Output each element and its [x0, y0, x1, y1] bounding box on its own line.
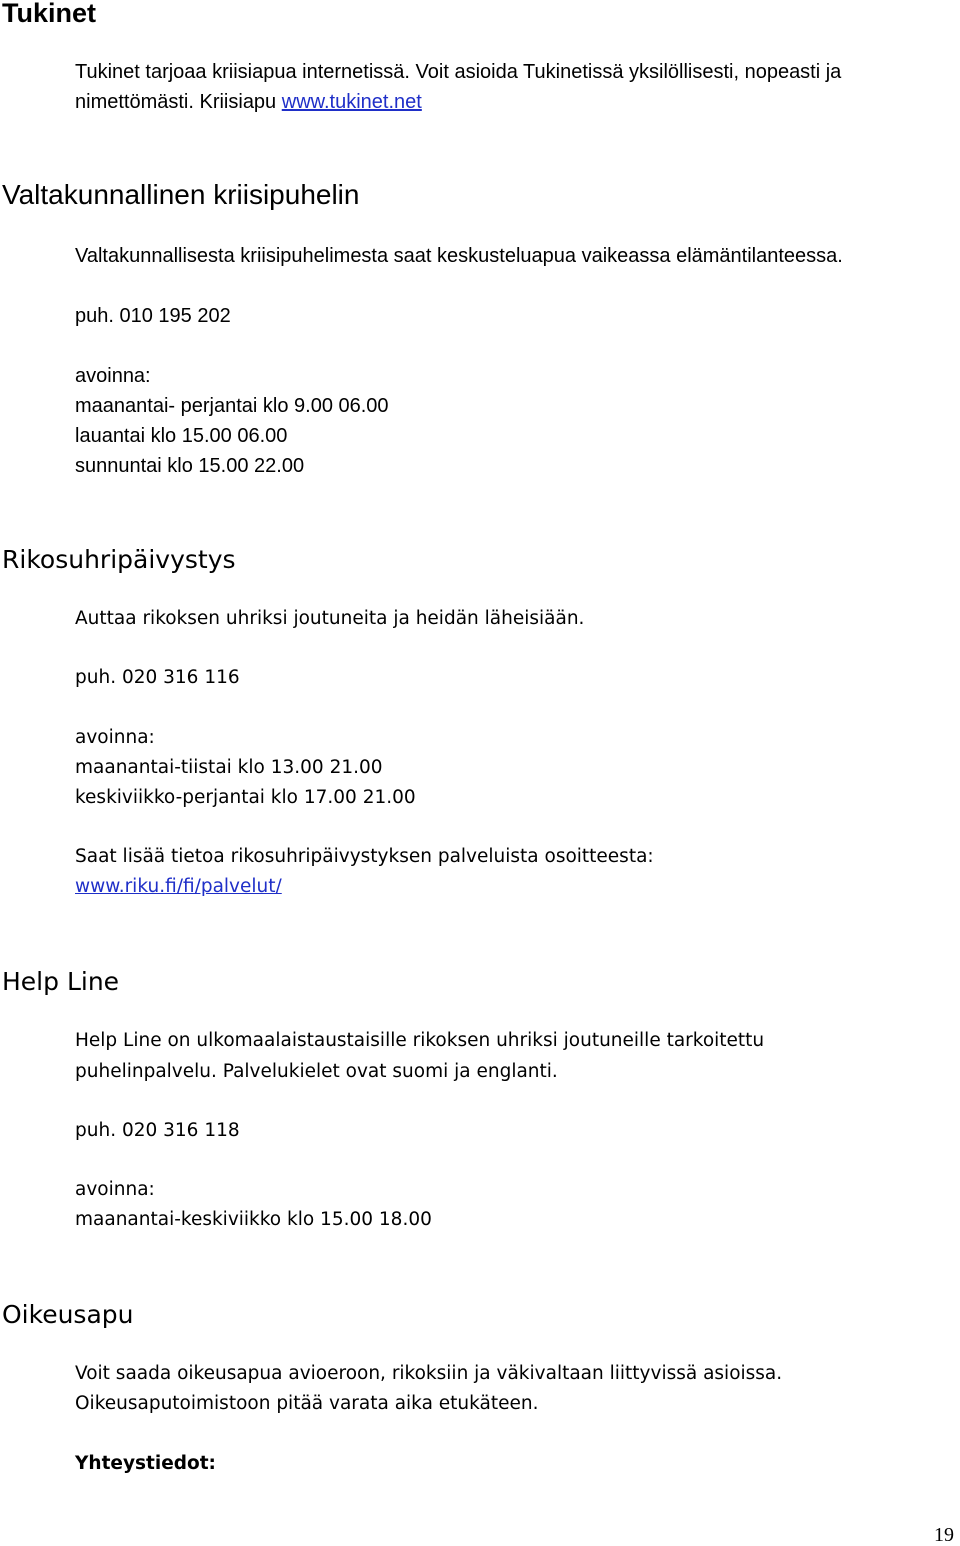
rikosuhripaivystys-hours-label: avoinna:: [75, 727, 155, 748]
kriisipuhelin-hours-weekdays: maanantai- perjantai klo 9.00 06.00: [75, 395, 389, 417]
kriisipuhelin-hours-label: avoinna:: [75, 365, 151, 387]
help-line-description-line-1: Help Line on ulkomaalaistaustaisille rikoksen uhriksi joutuneille tarkoitettu: [75, 1030, 765, 1051]
kriisipuhelin-phone: puh. 010 195 202: [75, 305, 231, 327]
kriisipuhelin-description: Valtakunnallisesta kriisipuhelimesta saat keskusteluapua vaikeassa elämäntilanteessa.: [75, 245, 843, 267]
rikosuhripaivystys-description: Auttaa rikoksen uhriksi joutuneita ja heidän läheisiään.: [75, 608, 585, 629]
page-number: 19: [934, 1524, 954, 1546]
kriisipuhelin-hours-sunday: sunnuntai klo 15.00 22.00: [75, 455, 305, 477]
rikosuhripaivystys-hours-1: maanantai-tiistai klo 13.00 21.00: [75, 757, 383, 778]
tukinet-intro-text: nimettömästi. Kriisiapu: [75, 91, 282, 113]
help-line-description-line-2: puhelinpalvelu. Palvelukielet ovat suomi ja englanti.: [75, 1061, 558, 1082]
kriisipuhelin-hours-saturday: lauantai klo 15.00 06.00: [75, 425, 288, 447]
oikeusapu-description-line-2: Oikeusaputoimistoon pitää varata aika etukäteen.: [75, 1393, 539, 1414]
help-line-hours-label: avoinna:: [75, 1179, 155, 1200]
section-heading-tukinet: Tukinet: [2, 0, 96, 28]
oikeusapu-contact-label: Yhteystiedot:: [75, 1453, 216, 1474]
rikosuhripaivystys-phone: puh. 020 316 116: [75, 667, 240, 688]
rikosuhripaivystys-hours-2: keskiviikko-perjantai klo 17.00 21.00: [75, 787, 416, 808]
rikosuhripaivystys-link[interactable]: www.riku.fi/fi/palvelut/: [75, 876, 282, 897]
tukinet-intro-line-1: Tukinet tarjoaa kriisiapua internetissä. Voit asioida Tukinetissä yksilöllisesti, nopeasti ja: [75, 61, 842, 83]
section-heading-rikosuhripaivystys: Rikosuhripäivystys: [2, 545, 236, 574]
section-heading-kriisipuhelin: Valtakunnallinen kriisipuhelin: [2, 179, 360, 210]
help-line-phone: puh. 020 316 118: [75, 1120, 240, 1141]
help-line-hours: maanantai-keskiviikko klo 15.00 18.00: [75, 1209, 432, 1230]
tukinet-intro-line-2: [75, 92, 422, 112]
rikosuhripaivystys-more-info: Saat lisää tietoa rikosuhripäivystyksen palveluista osoitteesta:: [75, 846, 654, 867]
tukinet-link[interactable]: www.tukinet.net: [281, 91, 422, 113]
oikeusapu-description-line-1: Voit saada oikeusapua avioeroon, rikoksiin ja väkivaltaan liittyvissä asioissa.: [75, 1363, 783, 1384]
section-heading-help-line: Help Line: [2, 967, 120, 996]
section-heading-oikeusapu: Oikeusapu: [2, 1300, 134, 1329]
